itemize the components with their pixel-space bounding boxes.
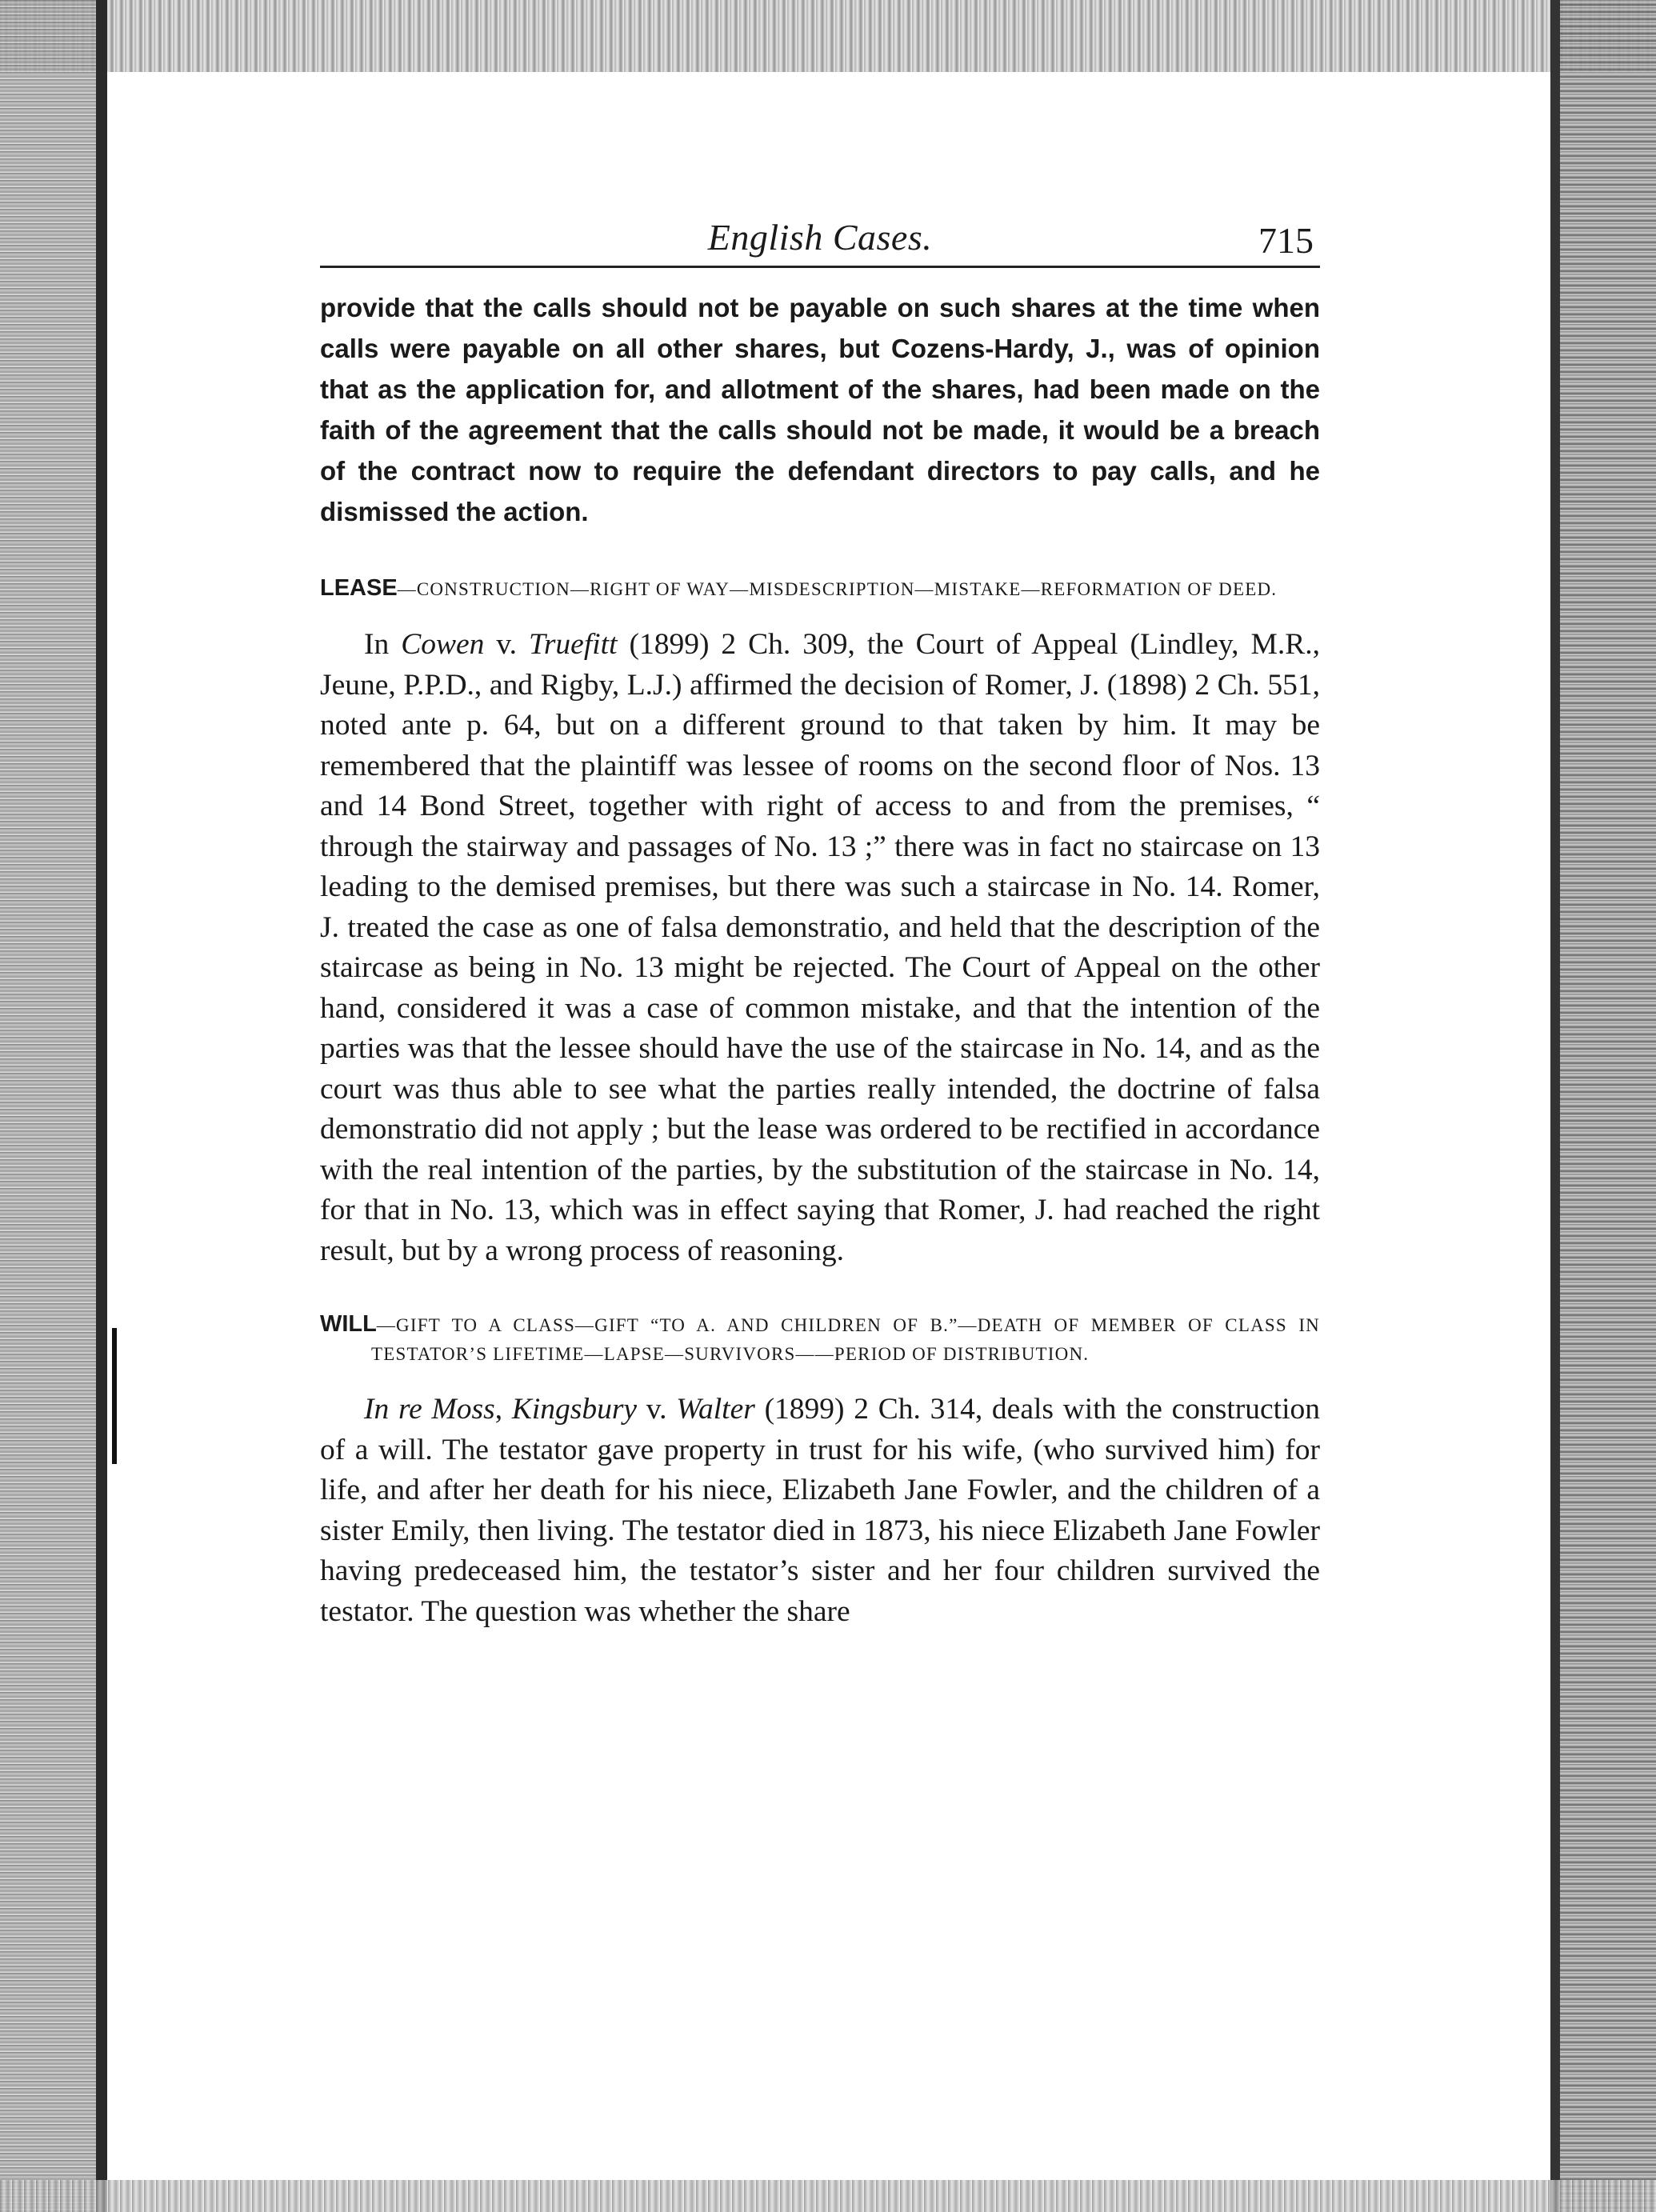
paragraph-continuation: provide that the calls should not be payable on such shares at the time when calls were payable on all other shares, but Cozens-Hardy, J., was of opinion that as the application for, and allotment of the shares, had been made on the faith of the agreement that the calls should not be made, it would be a breach of the contract now to require the defendant directors to pay calls, and he dismissed the action. — [320, 293, 1320, 526]
paragraph-text: (1899) 2 Ch. 314, deals with the construction of a will. The testator gave property in trust for his wife, (who survived him) for life, and after her death for his niece, Elizabeth Jane Fowler, and the children of a sister Emily, then living. The testator died in 1873, his niece Elizabeth Jane Fowler having predeceased him, the testator’s sister and her four children survived the testator. The question was whether the share — [320, 1393, 1320, 1628]
page-header — [320, 216, 1320, 268]
scan-edge-bottom — [0, 2180, 1656, 2212]
paragraph-cowen-v-truefitt — [320, 625, 1320, 1271]
versus: v. — [637, 1393, 677, 1426]
paragraph-text: (1899) 2 Ch. 309, the Court of Appeal (Lindley, M.R., Jeune, P.P.D., and Rigby, L.J.) affirmed the decision of Romer, J. (1898) 2 Ch. 551, noted ante p. 64, but on a different ground to that taken by him. It may be remembered that the plaintiff was lessee of rooms on the second floor of Nos. 13 and 14 Bond Street, together with right of access to and from the premises, “ through the stairway and passages of No. 13 ;” there was in fact no staircase on 13 leading to the demised premises, but there was such a staircase in No. 14. Romer, J. treated the case as one of falsa demonstratio, and held that the description of the staircase as being in No. 13 might be rejected. The Court of Appeal on the other hand, considered it was a case of common mistake, and that the intention of the parties was that the lessee should have the use of the staircase in No. 14, and as the court was thus able to see what the parties really intended, the doctrine of falsa demonstratio did not apply ; but the lease was ordered to be rectified in accordance with the real intention of the parties, by the substitution of the staircase in No. 14, for that in No. 13, which was in effect saying that Romer, J. had reached the right result, but by a wrong process of reasoning. — [320, 628, 1320, 1267]
margin-mark — [112, 1328, 117, 1464]
page-content — [320, 216, 1320, 1632]
scan-gutter-right — [1550, 0, 1560, 2212]
paragraph-lead: In — [364, 628, 402, 661]
scan-gutter-left — [96, 0, 107, 2212]
case-party: Walter — [676, 1393, 755, 1426]
running-title: English Cases. — [707, 217, 933, 258]
paragraph-in-re-moss — [320, 1390, 1320, 1632]
heading-keyword: LEASE — [320, 575, 398, 601]
case-name: In re Moss — [364, 1393, 495, 1426]
page-number: 715 — [1258, 220, 1314, 261]
scan-edge-top — [0, 0, 1656, 72]
case-party: Truefitt — [529, 628, 618, 661]
scan-edge-right — [1560, 0, 1656, 2212]
separator: , — [494, 1393, 512, 1426]
case-party: Cowen — [401, 628, 485, 661]
section-heading-lease — [320, 574, 1320, 604]
versus: v. — [484, 628, 530, 661]
case-party: Kingsbury — [511, 1393, 638, 1426]
scan-edge-left — [0, 0, 96, 2212]
section-heading-will — [320, 1310, 1320, 1369]
heading-subtopics: —CONSTRUCTION—RIGHT OF WAY—MISDESCRIPTION—MISTAKE—REFORMATION OF DEED. — [397, 579, 1278, 599]
heading-subtopics: —GIFT TO A CLASS—GIFT “TO A. AND CHILDREN OF B.”—DEATH OF MEMBER OF CLASS IN TESTATOR’S LIFETIME—LAPSE—SURVIVORS——PERIOD OF DISTRIBUTION. — [371, 1315, 1320, 1364]
heading-keyword: WILL — [320, 1311, 377, 1337]
